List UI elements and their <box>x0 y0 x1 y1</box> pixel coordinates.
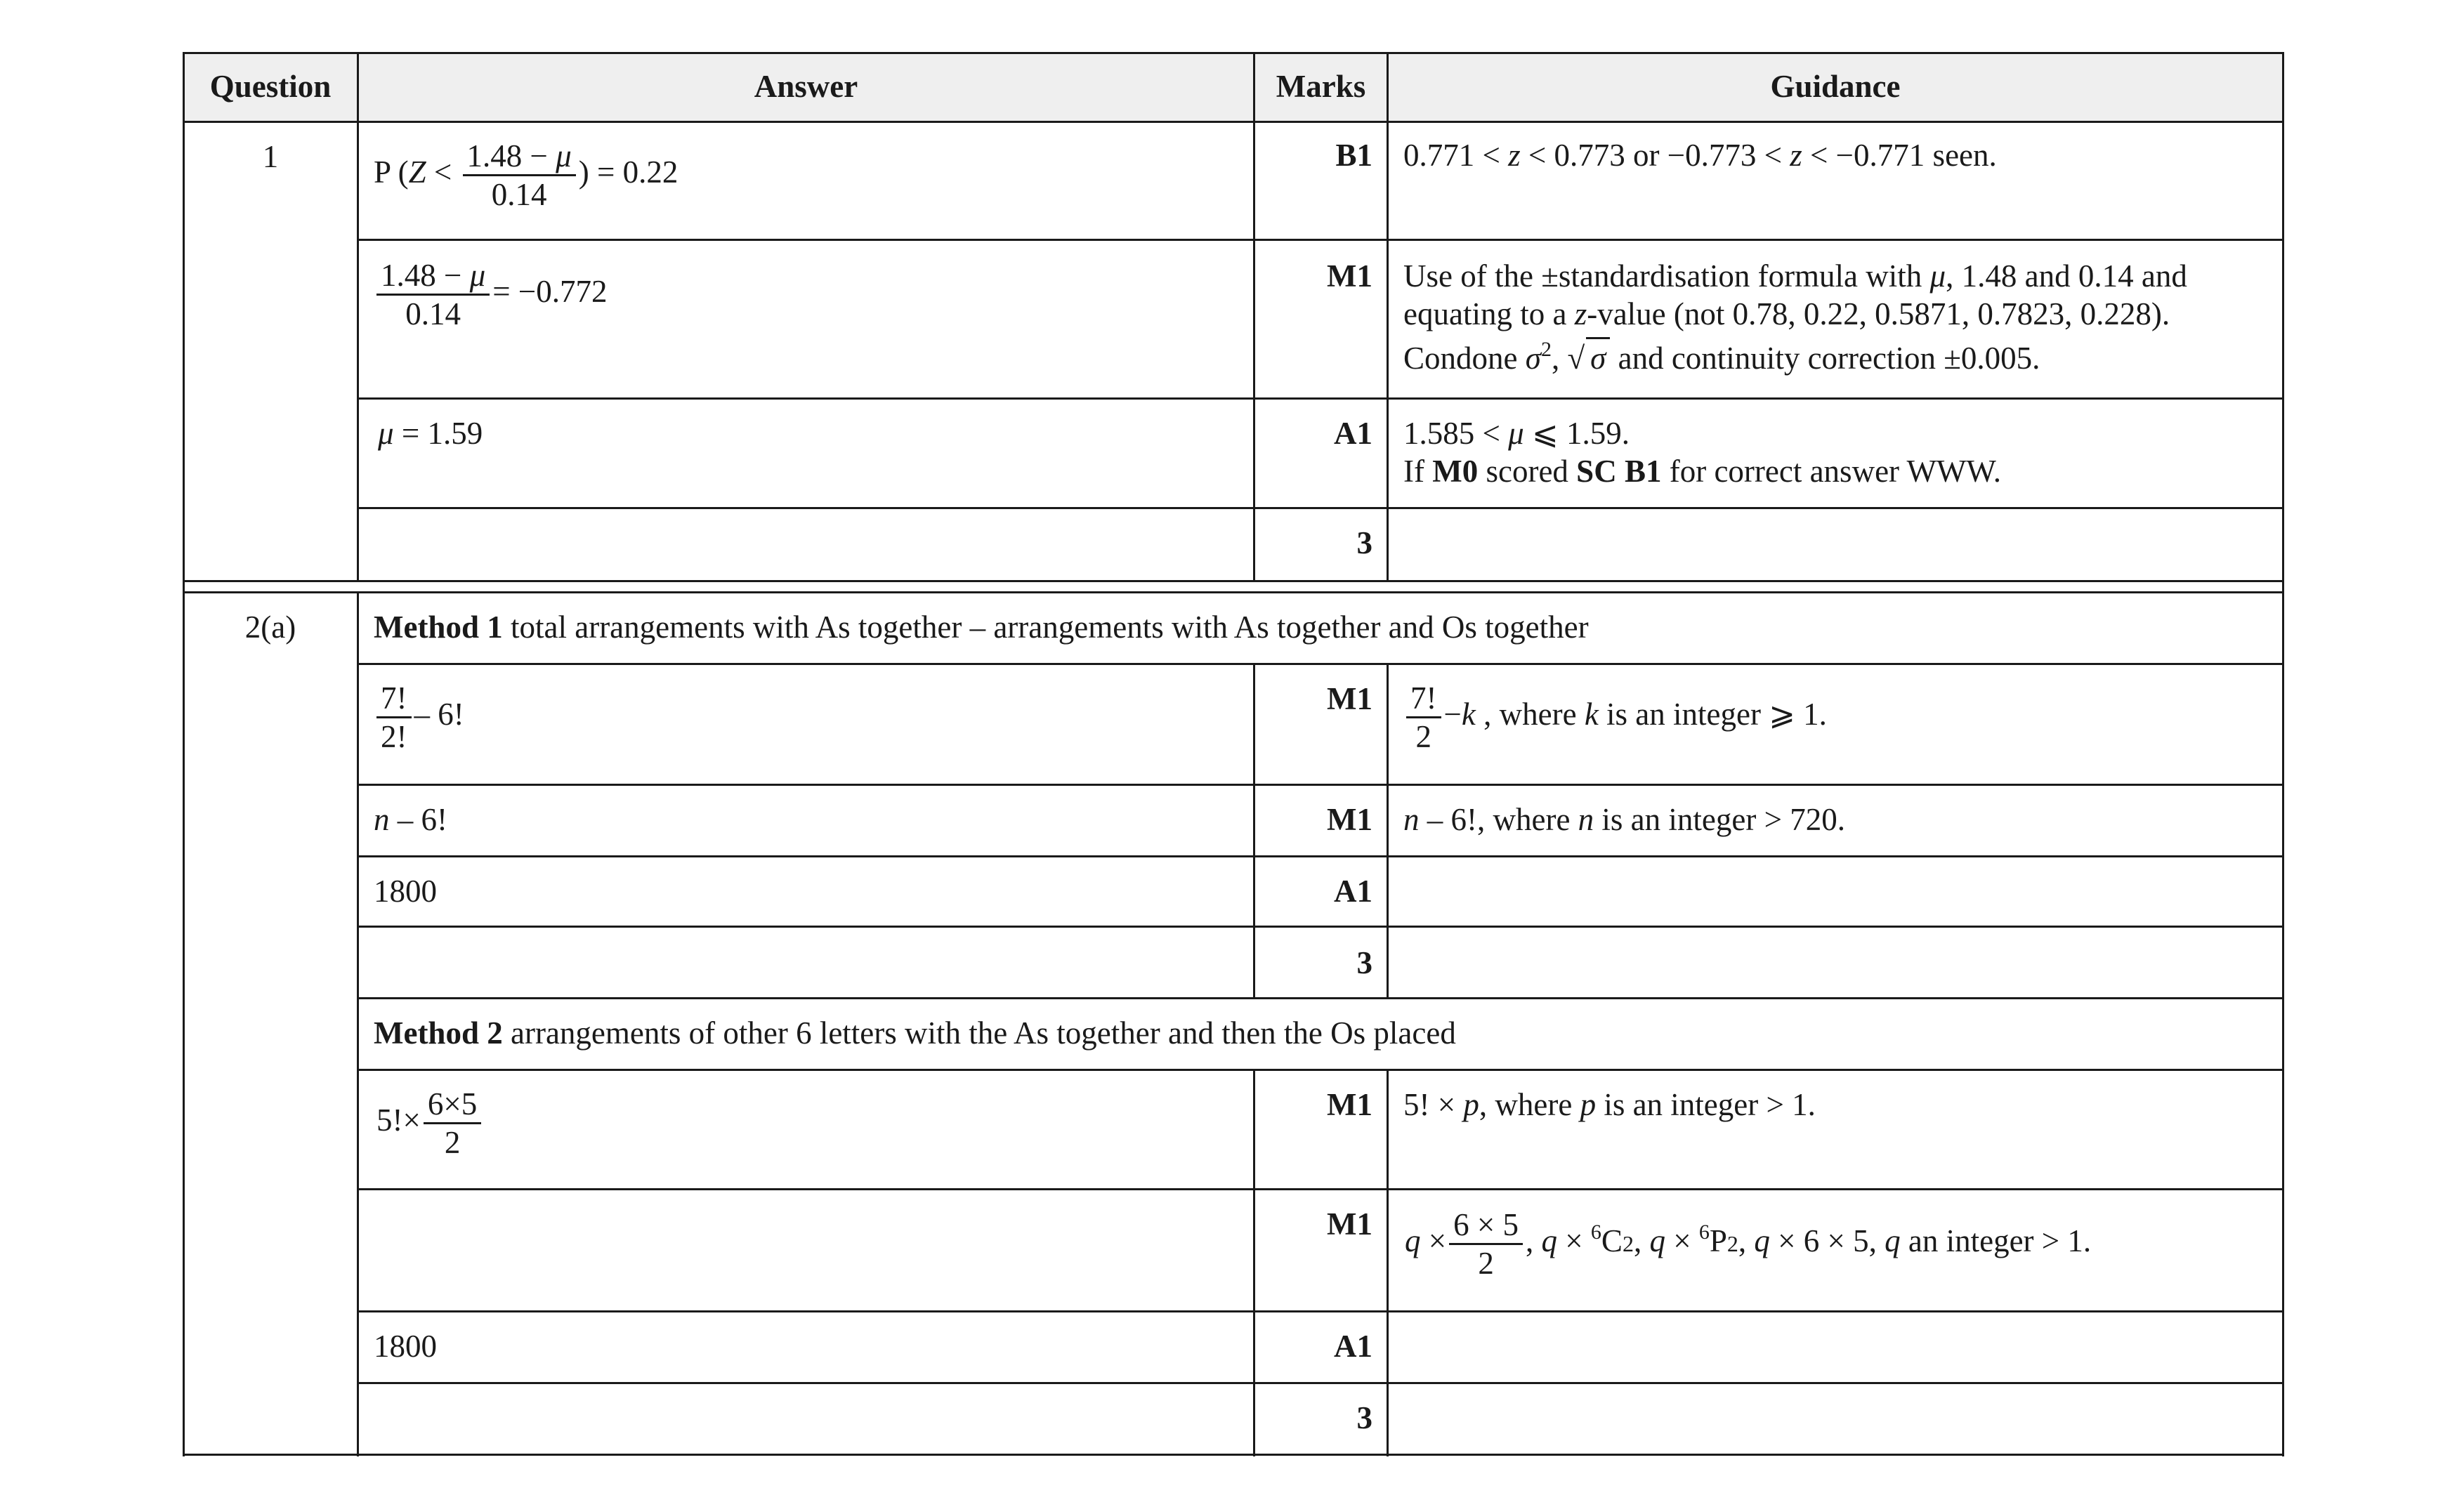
fraction <box>376 257 490 332</box>
fraction-numerator: 6 × 5 <box>1449 1206 1523 1245</box>
superscript: 2 <box>1540 338 1552 361</box>
guidance-bold: SC B1 <box>1576 454 1662 489</box>
fraction-numerator: 6×5 <box>424 1086 481 1124</box>
col-divider-marks <box>1387 663 1389 997</box>
mark-total: 3 <box>1356 1400 1372 1435</box>
row-line <box>357 663 2284 665</box>
header-bottom-line <box>183 121 2284 123</box>
row-line <box>357 397 2284 400</box>
fraction-denominator: 0.14 <box>405 296 461 331</box>
mark-code: M1 <box>1327 1206 1372 1242</box>
guidance-line: equating to a z-value (not 0.78, 0.22, 0.5871, 0.7823, 0.228). <box>1403 296 2170 331</box>
question-number: 1 <box>262 139 279 174</box>
method-label: Method 1 <box>374 610 503 645</box>
row-line <box>357 926 2284 928</box>
guidance-line: Use of the ±standardisation formula with μ, 1.48 and 0.14 and <box>1403 258 2187 294</box>
mark-code: M1 <box>1327 258 1372 294</box>
subscript: 2 <box>1726 1230 1738 1256</box>
guidance-fragment: C <box>1601 1223 1623 1258</box>
fraction <box>1449 1206 1523 1282</box>
table-border-top <box>183 52 2284 54</box>
guidance-text: n – 6!, where n is an integer > 720. <box>1403 802 1845 837</box>
header-guidance: Guidance <box>1770 69 1901 104</box>
guidance-fragment: , q × <box>1526 1223 1591 1258</box>
answer-cell <box>374 257 608 332</box>
guidance-bold: M0 <box>1432 454 1479 489</box>
col-divider-marks <box>1387 52 1389 581</box>
answer-suffix: – 6! <box>414 696 464 732</box>
guidance-fragment: and continuity correction ±0.005. <box>1610 341 2040 376</box>
fraction <box>424 1086 481 1161</box>
fraction-denominator: 0.14 <box>491 177 547 212</box>
row-line <box>357 1310 2284 1312</box>
col-divider-marks <box>1387 1069 1389 1456</box>
answer-prefix: P (Z < <box>374 154 460 190</box>
guidance-fragment: P <box>1709 1223 1727 1258</box>
table-border-right <box>2282 52 2284 1456</box>
mark-code: A1 <box>1334 1329 1372 1364</box>
mark-code: B1 <box>1335 138 1372 173</box>
col-divider-answer <box>1253 52 1255 581</box>
header-answer: Answer <box>754 69 858 104</box>
question-separator-top <box>183 580 2284 582</box>
fraction-numerator: 7! <box>1406 680 1441 718</box>
guidance-text: 0.771 < z < 0.773 or −0.773 < z < −0.771 seen. <box>1403 138 1997 173</box>
guidance-text: 5! × p, where p is an integer > 1. <box>1403 1087 1816 1122</box>
header-question: Question <box>209 69 332 104</box>
guidance-fragment: scored <box>1478 454 1577 489</box>
mark-code: M1 <box>1327 681 1372 716</box>
fraction <box>376 680 412 755</box>
answer-cell: μ = 1.59 <box>378 416 483 451</box>
mark-total: 3 <box>1356 945 1372 980</box>
superscript: 6 <box>1590 1220 1601 1244</box>
guidance-cell <box>1403 680 1827 755</box>
fraction <box>463 138 576 213</box>
fraction-numerator: 7! <box>376 680 412 718</box>
mark-code: A1 <box>1334 874 1372 909</box>
answer-cell <box>374 138 678 213</box>
guidance-cell <box>1405 1206 2091 1282</box>
superscript: 6 <box>1698 1220 1710 1244</box>
row-line <box>357 784 2284 786</box>
row-line <box>357 507 2284 509</box>
fraction-numerator: 1.48 − μ <box>463 138 576 176</box>
mark-code: A1 <box>1334 416 1372 451</box>
answer-suffix: = −0.772 <box>492 273 608 309</box>
fraction-denominator: 2 <box>1415 719 1431 754</box>
subscript: 2 <box>1622 1230 1634 1256</box>
fraction <box>1406 680 1441 755</box>
fraction-denominator: 2 <box>444 1125 461 1160</box>
fraction-denominator: 2 <box>1478 1246 1494 1281</box>
guidance-line: 1.585 < μ ⩽ 1.59. <box>1403 416 1630 451</box>
fraction-numerator: 1.48 − μ <box>376 257 490 296</box>
row-line <box>357 855 2284 857</box>
guidance-fragment: If <box>1403 454 1433 489</box>
question-number: 2(a) <box>244 610 296 645</box>
method-heading <box>374 1014 1456 1052</box>
question-separator-bottom <box>183 591 2284 593</box>
answer-cell <box>376 1086 484 1161</box>
col-divider-question <box>357 591 359 1456</box>
fraction-denominator: 2! <box>381 719 407 754</box>
answer-cell: 1800 <box>374 1329 437 1364</box>
answer-cell: 1800 <box>374 874 437 909</box>
guidance-fragment: , <box>1551 341 1568 376</box>
guidance-line <box>1403 337 2040 381</box>
square-root-radicand: σ <box>1586 337 1610 377</box>
row-line <box>357 1188 2284 1190</box>
mark-code: M1 <box>1327 802 1372 837</box>
answer-cell <box>374 680 464 755</box>
answer-cell: n – 6! <box>374 802 447 837</box>
table-border-bottom <box>183 1454 2284 1456</box>
mark-total: 3 <box>1356 525 1372 560</box>
method-description: arrangements of other 6 letters with the As together and then the Os placed <box>502 1015 1456 1051</box>
row-line <box>357 239 2284 241</box>
table-border-left <box>183 52 185 1456</box>
method-label: Method 2 <box>374 1015 503 1051</box>
row-line <box>357 997 2284 999</box>
guidance-fragment: for correct answer WWW. <box>1661 454 2001 489</box>
square-root-symbol: √ <box>1567 341 1585 376</box>
guidance-fragment: −k , where k is an integer ⩾ 1. <box>1443 696 1827 732</box>
row-line <box>357 1382 2284 1384</box>
mark-code: M1 <box>1327 1087 1372 1122</box>
guidance-line <box>1403 452 2001 490</box>
col-divider-question <box>357 52 359 581</box>
guidance-fragment: , q × 6 × 5, q an integer > 1. <box>1738 1223 2092 1258</box>
guidance-fragment: , q × <box>1633 1223 1699 1258</box>
guidance-fragment: q × <box>1405 1223 1447 1258</box>
guidance-fragment: Condone σ <box>1403 341 1541 376</box>
answer-prefix: 5!× <box>376 1102 421 1138</box>
header-marks: Marks <box>1276 69 1366 104</box>
method-heading <box>374 608 1589 646</box>
answer-suffix: ) = 0.22 <box>578 154 679 190</box>
method-description: total arrangements with As together – arrangements with As together and Os together <box>502 610 1589 645</box>
row-line <box>357 1069 2284 1071</box>
